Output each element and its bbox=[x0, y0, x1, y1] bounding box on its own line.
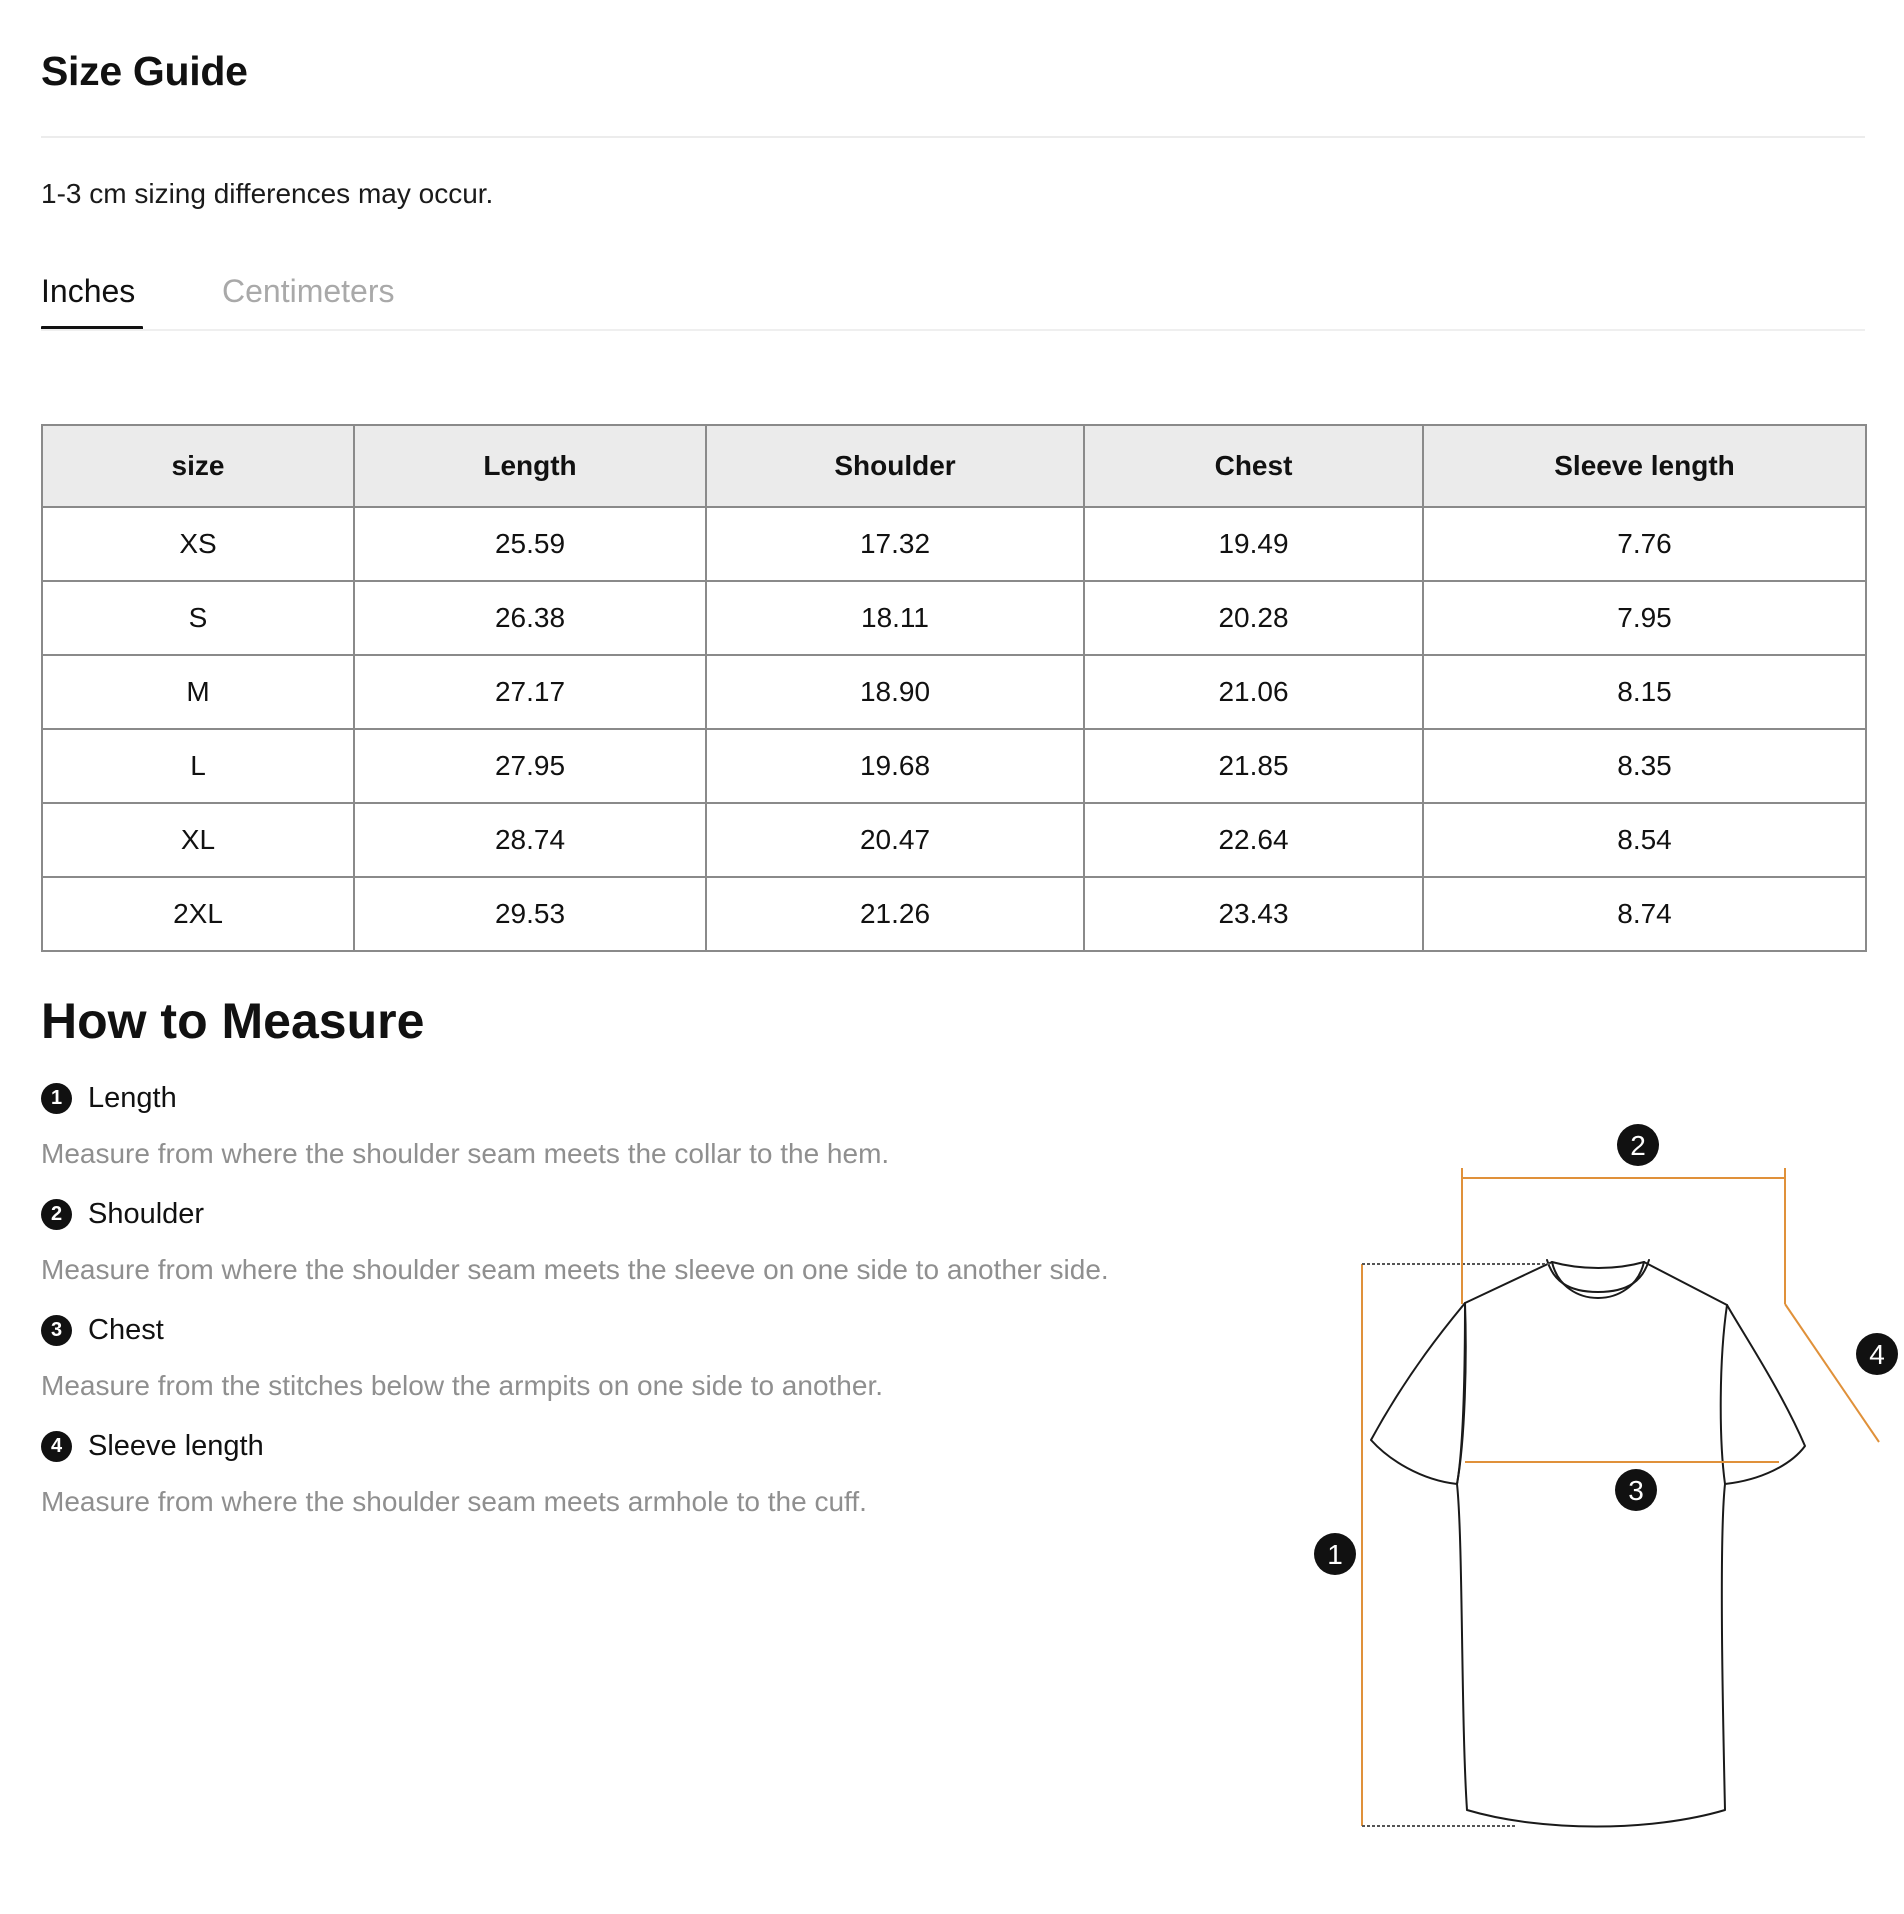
table-header-row bbox=[42, 425, 1866, 507]
cell-length: 27.17 bbox=[354, 655, 706, 729]
cell-shoulder: 20.47 bbox=[706, 803, 1084, 877]
size-table bbox=[41, 424, 1867, 952]
cell-length: 29.53 bbox=[354, 877, 706, 951]
measure-label: Length bbox=[88, 1081, 177, 1114]
svg-text:2: 2 bbox=[1630, 1130, 1646, 1161]
cell-size: S bbox=[42, 581, 354, 655]
marker-2-icon bbox=[1617, 1124, 1659, 1166]
cell-size: 2XL bbox=[42, 877, 354, 951]
cell-length: 25.59 bbox=[354, 507, 706, 581]
cell-size: L bbox=[42, 729, 354, 803]
measure-label: Shoulder bbox=[88, 1197, 205, 1230]
cell-chest: 19.49 bbox=[1084, 507, 1423, 581]
cell-length: 28.74 bbox=[354, 803, 706, 877]
cell-size: XS bbox=[42, 507, 354, 581]
tab-inches[interactable]: Inches bbox=[41, 252, 143, 330]
title-divider bbox=[41, 136, 1865, 138]
marker-3-icon bbox=[1615, 1469, 1657, 1511]
measure-instructions bbox=[41, 1080, 1241, 1544]
cell-chest: 21.85 bbox=[1084, 729, 1423, 803]
column-header-sleeve-length: Sleeve length bbox=[1423, 425, 1866, 507]
cell-shoulder: 19.68 bbox=[706, 729, 1084, 803]
column-header-size: size bbox=[42, 425, 354, 507]
cell-sleeve-length: 8.74 bbox=[1423, 877, 1866, 951]
measure-item-length bbox=[41, 1080, 1241, 1196]
cell-shoulder: 21.26 bbox=[706, 877, 1084, 951]
column-header-length: Length bbox=[354, 425, 706, 507]
cell-sleeve-length: 7.95 bbox=[1423, 581, 1866, 655]
measure-label: Sleeve length bbox=[88, 1429, 264, 1462]
unit-tabs bbox=[41, 252, 1865, 330]
sizing-note: 1-3 cm sizing differences may occur. bbox=[41, 178, 494, 209]
measure-label: Chest bbox=[88, 1313, 164, 1346]
cell-shoulder: 18.11 bbox=[706, 581, 1084, 655]
cell-chest: 22.64 bbox=[1084, 803, 1423, 877]
tabs-divider bbox=[41, 329, 1865, 331]
cell-chest: 20.28 bbox=[1084, 581, 1423, 655]
svg-text:4: 4 bbox=[1869, 1339, 1885, 1370]
table-row bbox=[42, 729, 1866, 803]
table-row bbox=[42, 803, 1866, 877]
cell-size: XL bbox=[42, 803, 354, 877]
measure-description: Measure from where the shoulder seam meets armhole to the cuff. bbox=[41, 1486, 867, 1517]
table-row bbox=[42, 877, 1866, 951]
number-badge-icon: 1 bbox=[41, 1083, 72, 1114]
cell-size: M bbox=[42, 655, 354, 729]
measure-description: Measure from where the shoulder seam meets the collar to the hem. bbox=[41, 1138, 890, 1169]
cell-sleeve-length: 8.35 bbox=[1423, 729, 1866, 803]
table-row bbox=[42, 581, 1866, 655]
cell-length: 27.95 bbox=[354, 729, 706, 803]
cell-sleeve-length: 8.15 bbox=[1423, 655, 1866, 729]
cell-length: 26.38 bbox=[354, 581, 706, 655]
cell-chest: 21.06 bbox=[1084, 655, 1423, 729]
measure-item-shoulder bbox=[41, 1196, 1241, 1312]
cell-shoulder: 17.32 bbox=[706, 507, 1084, 581]
number-badge-icon: 3 bbox=[41, 1315, 72, 1346]
measure-item-chest bbox=[41, 1312, 1241, 1428]
tshirt-icon bbox=[1291, 1120, 1904, 1860]
number-badge-icon: 2 bbox=[41, 1199, 72, 1230]
table-row bbox=[42, 655, 1866, 729]
tab-centimeters[interactable]: Centimeters bbox=[222, 252, 395, 330]
cell-sleeve-length: 8.54 bbox=[1423, 803, 1866, 877]
marker-4-icon bbox=[1856, 1333, 1898, 1375]
marker-1-icon bbox=[1314, 1533, 1356, 1575]
tshirt-measurement-diagram bbox=[1291, 1120, 1904, 1860]
table-row bbox=[42, 507, 1866, 581]
page-title: Size Guide bbox=[41, 48, 248, 94]
svg-text:3: 3 bbox=[1628, 1475, 1644, 1506]
how-to-measure-title: How to Measure bbox=[41, 993, 425, 1049]
svg-text:1: 1 bbox=[1327, 1539, 1343, 1570]
measure-item-sleeve-length bbox=[41, 1428, 1241, 1544]
column-header-shoulder: Shoulder bbox=[706, 425, 1084, 507]
cell-shoulder: 18.90 bbox=[706, 655, 1084, 729]
cell-sleeve-length: 7.76 bbox=[1423, 507, 1866, 581]
number-badge-icon: 4 bbox=[41, 1431, 72, 1462]
measure-description: Measure from the stitches below the armpits on one side to another. bbox=[41, 1370, 884, 1401]
measure-description: Measure from where the shoulder seam meets the sleeve on one side to another side. bbox=[41, 1254, 1109, 1285]
column-header-chest: Chest bbox=[1084, 425, 1423, 507]
cell-chest: 23.43 bbox=[1084, 877, 1423, 951]
